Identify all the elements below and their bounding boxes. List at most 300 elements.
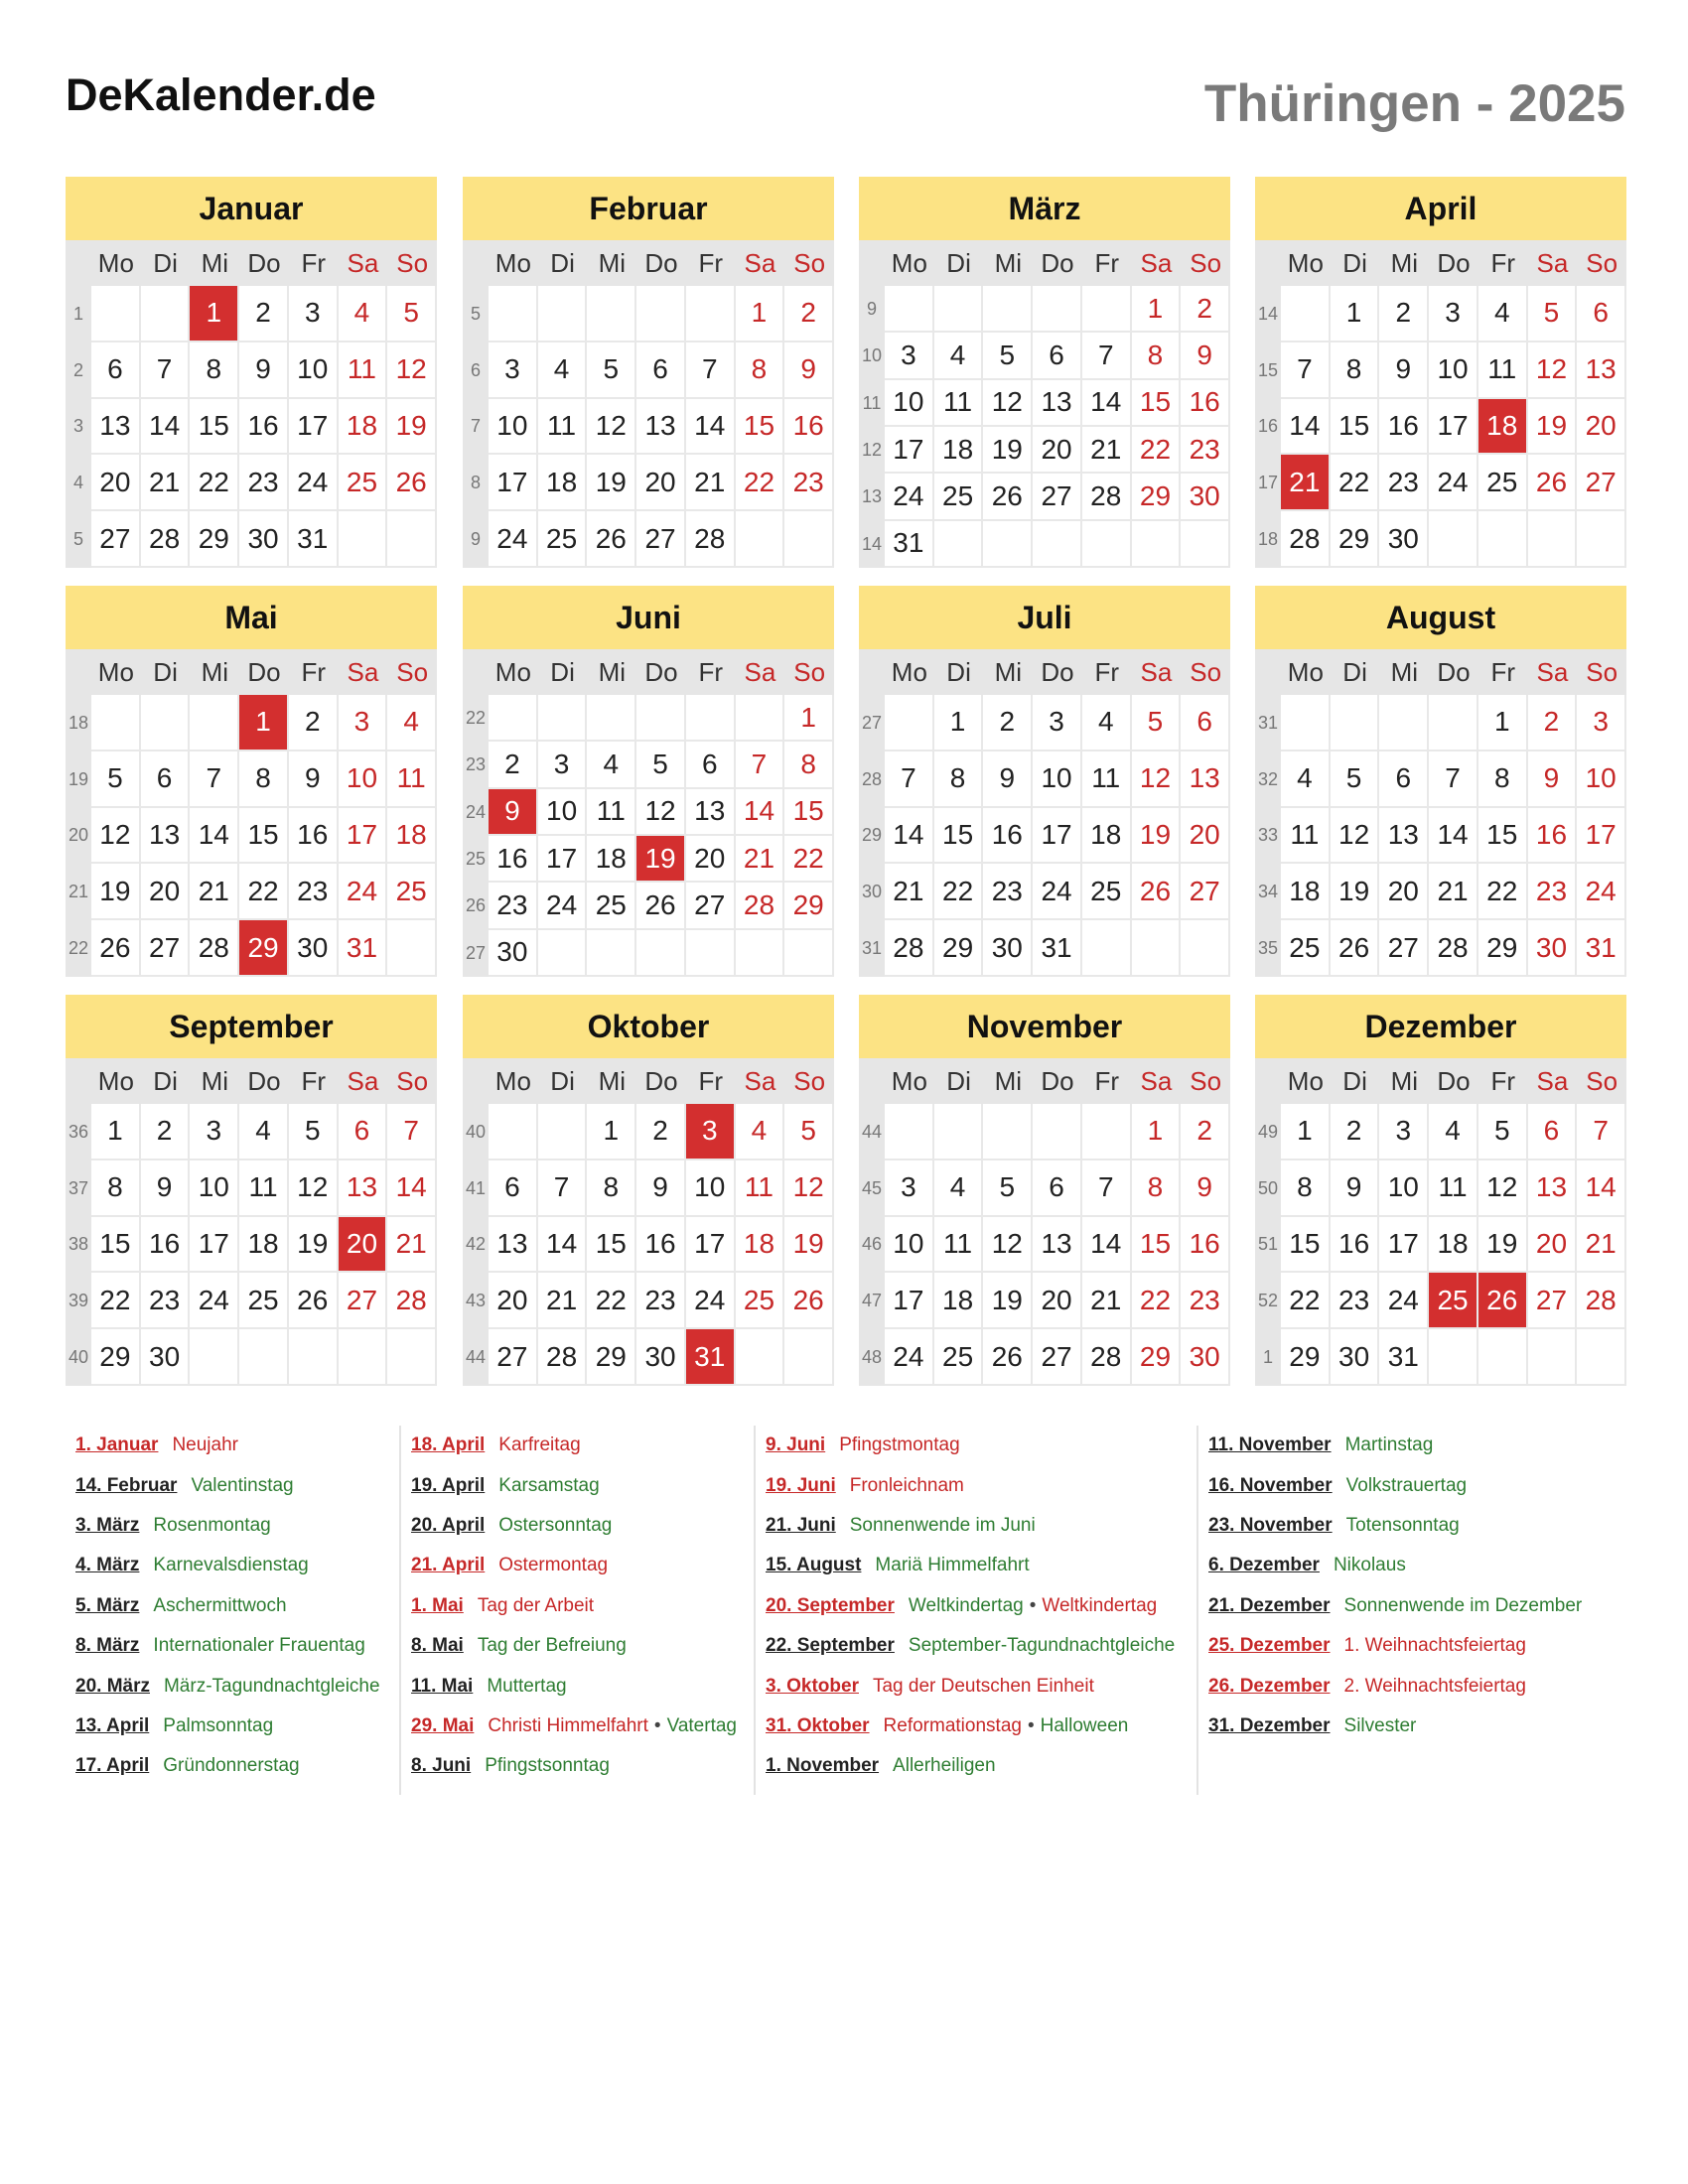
weekday-label: Mi [994, 1065, 1023, 1096]
week-number: 25 [463, 836, 489, 883]
legend-item [75, 1426, 393, 1465]
empty-day-cell [736, 930, 785, 977]
day-cell: 7 [1082, 1160, 1132, 1217]
empty-day-cell [538, 286, 588, 342]
month-august [1255, 586, 1626, 977]
weekday-label: Di [1342, 656, 1367, 687]
day-cell: 16 [289, 808, 339, 865]
day-cell: 27 [1528, 1273, 1578, 1329]
day-cell: 30 [983, 920, 1033, 977]
day-cell: 14 [736, 789, 785, 836]
day-cell: 28 [736, 883, 785, 929]
day-cell: 9 [289, 751, 339, 808]
day-cell: 26 [1528, 455, 1578, 511]
day-cell: 26 [983, 1329, 1033, 1386]
weekday-label: Sa [1140, 656, 1173, 687]
day-cell: 9 [1528, 751, 1578, 808]
day-cell: 25 [1478, 455, 1528, 511]
day-cell: 12 [983, 380, 1033, 427]
day-cell: 12 [983, 1217, 1033, 1274]
day-cell: 31 [1033, 920, 1082, 977]
week-number: 5 [66, 511, 91, 568]
legend-name: Weltkindertag [908, 1594, 1024, 1616]
week-row [1255, 751, 1626, 808]
day-cell: 26 [289, 1273, 339, 1329]
day-cell: 29 [1132, 474, 1182, 520]
empty-day-cell [1181, 521, 1230, 568]
week-row [1255, 342, 1626, 399]
week-row [859, 521, 1230, 568]
day-cell: 21 [1082, 1273, 1132, 1329]
legend-date: 3. März [75, 1514, 140, 1536]
weekday-label: Fr [1094, 247, 1119, 278]
week-row [66, 399, 437, 456]
legend-date: 21. Juni [766, 1514, 836, 1536]
day-cell: 3 [885, 1160, 934, 1217]
legend-item [766, 1626, 1191, 1666]
weekday-label: Sa [1536, 247, 1569, 278]
day-cell: 23 [1181, 1273, 1230, 1329]
empty-day-cell [1478, 511, 1528, 568]
day-cell: 28 [1429, 920, 1478, 977]
legend-date: 29. Mai [411, 1714, 475, 1736]
weekday-header-row [463, 240, 834, 286]
day-cell: 6 [1033, 1160, 1082, 1217]
week-number-corner [463, 649, 489, 695]
legend-name: Ostermontag [498, 1555, 609, 1576]
weekday-label: So [1190, 656, 1222, 687]
week-number: 19 [66, 751, 91, 808]
day-cell: 9 [489, 789, 538, 836]
day-cell: 6 [1033, 333, 1082, 379]
legend-name: Martinstag [1344, 1434, 1434, 1456]
week-number: 22 [66, 920, 91, 977]
day-cell: 25 [1281, 920, 1331, 977]
weekday-label: So [793, 1065, 826, 1096]
weekday-label: Sa [347, 1065, 379, 1096]
day-cell: 4 [587, 742, 636, 788]
legend-name: Volkstrauertag [1345, 1474, 1468, 1496]
day-cell: 16 [141, 1217, 191, 1274]
week-row [859, 333, 1230, 379]
legend-date: 1. Januar [75, 1434, 159, 1456]
month-title: Januar [66, 177, 437, 240]
day-cell: 18 [587, 836, 636, 883]
week-row [66, 1160, 437, 1217]
day-cell: 14 [190, 808, 239, 865]
weekday-label: Mi [994, 656, 1023, 687]
month-days-grid [859, 1058, 1230, 1386]
day-cell: 18 [239, 1217, 289, 1274]
legend-name: Ostersonntag [498, 1514, 613, 1536]
day-cell: 25 [736, 1273, 785, 1329]
empty-day-cell [1281, 286, 1331, 342]
week-row [463, 883, 834, 929]
day-cell: 19 [1132, 808, 1182, 865]
empty-day-cell [141, 286, 191, 342]
weekday-label: Do [1041, 656, 1074, 687]
week-row [1255, 455, 1626, 511]
day-cell: 22 [784, 836, 834, 883]
legend-name: Christi Himmelfahrt [488, 1714, 648, 1736]
weekday-label: Di [946, 1065, 971, 1096]
legend-item [1208, 1706, 1627, 1746]
day-cell: 13 [91, 399, 141, 456]
legend-date: 22. September [766, 1635, 895, 1657]
day-cell: 24 [538, 883, 588, 929]
week-number-corner [1255, 240, 1281, 286]
empty-day-cell [1132, 521, 1182, 568]
weekday-label: Di [1342, 1065, 1367, 1096]
day-cell: 17 [885, 1273, 934, 1329]
day-cell: 2 [239, 286, 289, 342]
empty-day-cell [736, 1329, 785, 1386]
day-cell: 18 [934, 427, 984, 474]
day-cell: 30 [289, 920, 339, 977]
weekday-label: Fr [1490, 1065, 1515, 1096]
legend-item [411, 1746, 747, 1786]
week-number-corner [66, 649, 91, 695]
empty-day-cell [1082, 286, 1132, 333]
day-cell: 28 [1577, 1273, 1626, 1329]
day-cell: 7 [885, 751, 934, 808]
day-cell: 3 [1577, 695, 1626, 751]
day-cell: 28 [190, 920, 239, 977]
day-cell: 8 [1331, 342, 1380, 399]
day-cell: 17 [1033, 808, 1082, 865]
day-cell: 21 [1429, 864, 1478, 920]
day-cell: 13 [1033, 1217, 1082, 1274]
day-cell: 7 [1577, 1104, 1626, 1160]
day-cell: 25 [538, 511, 588, 568]
weekday-label: Di [550, 1065, 575, 1096]
empty-day-cell [1429, 511, 1478, 568]
day-cell: 1 [784, 695, 834, 742]
weekday-label: Mo [1287, 656, 1324, 687]
day-cell: 12 [1132, 751, 1182, 808]
legend-name: Tag der Deutschen Einheit [872, 1675, 1094, 1697]
empty-day-cell [784, 930, 834, 977]
day-cell: 15 [1331, 399, 1380, 456]
legend-item [75, 1746, 393, 1786]
legend-name: Rosenmontag [153, 1514, 271, 1536]
day-cell: 11 [239, 1160, 289, 1217]
weekday-label: Di [153, 247, 178, 278]
month-märz [859, 177, 1230, 568]
legend-item [766, 1666, 1191, 1706]
day-cell: 1 [1132, 1104, 1182, 1160]
day-cell: 4 [736, 1104, 785, 1160]
legend-item [411, 1586, 747, 1626]
legend-name: Internationaler Frauentag [153, 1635, 365, 1657]
day-cell: 29 [587, 1329, 636, 1386]
week-number: 31 [859, 920, 885, 977]
day-cell: 10 [1033, 751, 1082, 808]
month-title: Dezember [1255, 995, 1626, 1058]
weekday-label: Di [153, 1065, 178, 1096]
day-cell: 8 [736, 342, 785, 399]
day-cell: 8 [1132, 333, 1182, 379]
day-cell: 22 [587, 1273, 636, 1329]
legend-separator: • [1027, 1714, 1035, 1736]
legend-item [1208, 1546, 1627, 1585]
day-cell: 5 [91, 751, 141, 808]
month-september [66, 995, 437, 1386]
day-cell: 5 [587, 342, 636, 399]
weekday-label: Mo [891, 247, 927, 278]
day-cell: 14 [141, 399, 191, 456]
weekday-header-row [463, 1058, 834, 1104]
day-cell: 13 [1528, 1160, 1578, 1217]
weekday-label: Sa [1140, 1065, 1173, 1096]
week-number: 37 [66, 1160, 91, 1217]
day-cell: 7 [1281, 342, 1331, 399]
legend-item [75, 1586, 393, 1626]
day-cell: 17 [1379, 1217, 1429, 1274]
week-row [1255, 808, 1626, 865]
day-cell: 17 [686, 1217, 736, 1274]
legend-name: Halloween [1040, 1714, 1129, 1736]
month-days-grid [1255, 649, 1626, 977]
day-cell: 4 [934, 1160, 984, 1217]
week-number: 33 [1255, 808, 1281, 865]
week-row [859, 1329, 1230, 1386]
weekday-label: Mi [994, 247, 1023, 278]
day-cell: 31 [289, 511, 339, 568]
day-cell: 30 [1331, 1329, 1380, 1386]
day-cell: 11 [1429, 1160, 1478, 1217]
weekday-header-row [1255, 1058, 1626, 1104]
day-cell: 15 [1281, 1217, 1331, 1274]
day-cell: 15 [1132, 1217, 1182, 1274]
day-cell: 18 [736, 1217, 785, 1274]
day-cell: 15 [784, 789, 834, 836]
day-cell: 11 [736, 1160, 785, 1217]
legend-date: 20. März [75, 1675, 150, 1697]
day-cell: 17 [538, 836, 588, 883]
months-grid [66, 177, 1626, 1386]
day-cell: 31 [686, 1329, 736, 1386]
week-number: 14 [1255, 286, 1281, 342]
day-cell: 25 [934, 1329, 984, 1386]
weekday-label: Sa [744, 656, 776, 687]
empty-day-cell [1577, 1329, 1626, 1386]
day-cell: 25 [1429, 1273, 1478, 1329]
legend-name: Reformationstag [883, 1714, 1022, 1736]
legend-item [411, 1465, 747, 1505]
day-cell: 12 [1478, 1160, 1528, 1217]
day-cell: 9 [636, 1160, 686, 1217]
week-number-corner [859, 649, 885, 695]
day-cell: 20 [489, 1273, 538, 1329]
day-cell: 14 [1082, 380, 1132, 427]
legend-name: Weltkindertag [1042, 1594, 1158, 1616]
day-cell: 9 [239, 342, 289, 399]
empty-day-cell [686, 695, 736, 742]
legend-item [1208, 1465, 1627, 1505]
weekday-label: Do [1041, 247, 1074, 278]
month-mai [66, 586, 437, 977]
day-cell: 20 [91, 455, 141, 511]
day-cell: 13 [339, 1160, 388, 1217]
week-row [859, 474, 1230, 520]
day-cell: 24 [289, 455, 339, 511]
day-cell: 2 [1181, 286, 1230, 333]
day-cell: 23 [141, 1273, 191, 1329]
weekday-label: Mo [97, 1065, 134, 1096]
day-cell: 5 [983, 333, 1033, 379]
day-cell: 23 [636, 1273, 686, 1329]
legend-item [411, 1706, 747, 1746]
legend-date: 1. Mai [411, 1594, 464, 1616]
day-cell: 25 [934, 474, 984, 520]
day-cell: 28 [387, 1273, 437, 1329]
week-row [859, 1160, 1230, 1217]
day-cell: 18 [1082, 808, 1132, 865]
day-cell: 1 [1281, 1104, 1331, 1160]
week-row [463, 455, 834, 511]
empty-day-cell [587, 930, 636, 977]
day-cell: 19 [983, 427, 1033, 474]
weekday-label: So [1586, 1065, 1618, 1096]
week-number-corner [66, 1058, 91, 1104]
week-row [66, 920, 437, 977]
day-cell: 26 [784, 1273, 834, 1329]
week-row [1255, 1217, 1626, 1274]
weekday-label: Di [946, 247, 971, 278]
week-number: 40 [463, 1104, 489, 1160]
day-cell: 20 [339, 1217, 388, 1274]
day-cell: 4 [1478, 286, 1528, 342]
day-cell: 6 [339, 1104, 388, 1160]
day-cell: 31 [1379, 1329, 1429, 1386]
day-cell: 10 [885, 1217, 934, 1274]
day-cell: 4 [1082, 695, 1132, 751]
empty-day-cell [1577, 511, 1626, 568]
week-row [463, 742, 834, 788]
legend-date: 11. Mai [411, 1675, 474, 1697]
empty-day-cell [387, 511, 437, 568]
day-cell: 1 [1132, 286, 1182, 333]
day-cell: 29 [91, 1329, 141, 1386]
day-cell: 7 [387, 1104, 437, 1160]
weekday-header-row [859, 649, 1230, 695]
week-row [66, 1273, 437, 1329]
legend-name: Palmsonntag [163, 1714, 274, 1736]
day-cell: 4 [1429, 1104, 1478, 1160]
day-cell: 22 [736, 455, 785, 511]
day-cell: 11 [1281, 808, 1331, 865]
month-title: August [1255, 586, 1626, 649]
week-number: 18 [1255, 511, 1281, 568]
week-number: 27 [463, 930, 489, 977]
weekday-label: Fr [698, 1065, 723, 1096]
day-cell: 18 [387, 808, 437, 865]
day-cell: 3 [1379, 1104, 1429, 1160]
empty-day-cell [339, 511, 388, 568]
empty-day-cell [934, 1104, 984, 1160]
day-cell: 8 [587, 1160, 636, 1217]
week-number: 24 [463, 789, 489, 836]
day-cell: 9 [1181, 333, 1230, 379]
empty-day-cell [239, 1329, 289, 1386]
week-number: 28 [859, 751, 885, 808]
week-number: 6 [463, 342, 489, 399]
legend-item [411, 1426, 747, 1465]
empty-day-cell [983, 286, 1033, 333]
empty-day-cell [1478, 1329, 1528, 1386]
week-number: 39 [66, 1273, 91, 1329]
week-number: 16 [1255, 399, 1281, 456]
empty-day-cell [91, 286, 141, 342]
day-cell: 8 [1132, 1160, 1182, 1217]
empty-day-cell [1528, 511, 1578, 568]
weekday-label: Mo [494, 656, 531, 687]
day-cell: 23 [784, 455, 834, 511]
day-cell: 3 [885, 333, 934, 379]
week-row [66, 695, 437, 751]
week-number: 32 [1255, 751, 1281, 808]
day-cell: 21 [1082, 427, 1132, 474]
day-cell: 14 [538, 1217, 588, 1274]
week-row [66, 511, 437, 568]
month-days-grid [66, 240, 437, 568]
legend-date: 5. März [75, 1594, 140, 1616]
month-februar [463, 177, 834, 568]
day-cell: 16 [1331, 1217, 1380, 1274]
day-cell: 25 [387, 864, 437, 920]
week-row [463, 789, 834, 836]
week-row [463, 1217, 834, 1274]
week-number: 22 [463, 695, 489, 742]
week-row [1255, 920, 1626, 977]
day-cell: 12 [784, 1160, 834, 1217]
day-cell: 9 [141, 1160, 191, 1217]
day-cell: 14 [1429, 808, 1478, 865]
day-cell: 23 [983, 864, 1033, 920]
weekday-label: Fr [301, 656, 326, 687]
legend-date: 6. Dezember [1208, 1555, 1320, 1576]
weekday-label: Di [550, 656, 575, 687]
day-cell: 3 [538, 742, 588, 788]
day-cell: 27 [1577, 455, 1626, 511]
week-row [1255, 1329, 1626, 1386]
day-cell: 20 [141, 864, 191, 920]
day-cell: 15 [239, 808, 289, 865]
legend-name: Karnevalsdienstag [153, 1555, 309, 1576]
day-cell: 30 [239, 511, 289, 568]
day-cell: 1 [736, 286, 785, 342]
day-cell: 11 [538, 399, 588, 456]
legend-item [766, 1426, 1191, 1465]
legend-date: 9. Juni [766, 1434, 826, 1456]
day-cell: 13 [1577, 342, 1626, 399]
week-row [859, 920, 1230, 977]
day-cell: 24 [1033, 864, 1082, 920]
day-cell: 16 [983, 808, 1033, 865]
week-row [859, 427, 1230, 474]
day-cell: 21 [736, 836, 785, 883]
month-april [1255, 177, 1626, 568]
day-cell: 1 [587, 1104, 636, 1160]
day-cell: 16 [784, 399, 834, 456]
empty-day-cell [934, 286, 984, 333]
day-cell: 25 [1082, 864, 1132, 920]
empty-day-cell [686, 286, 736, 342]
week-number-corner [1255, 649, 1281, 695]
week-number: 10 [859, 333, 885, 379]
week-row [463, 1329, 834, 1386]
